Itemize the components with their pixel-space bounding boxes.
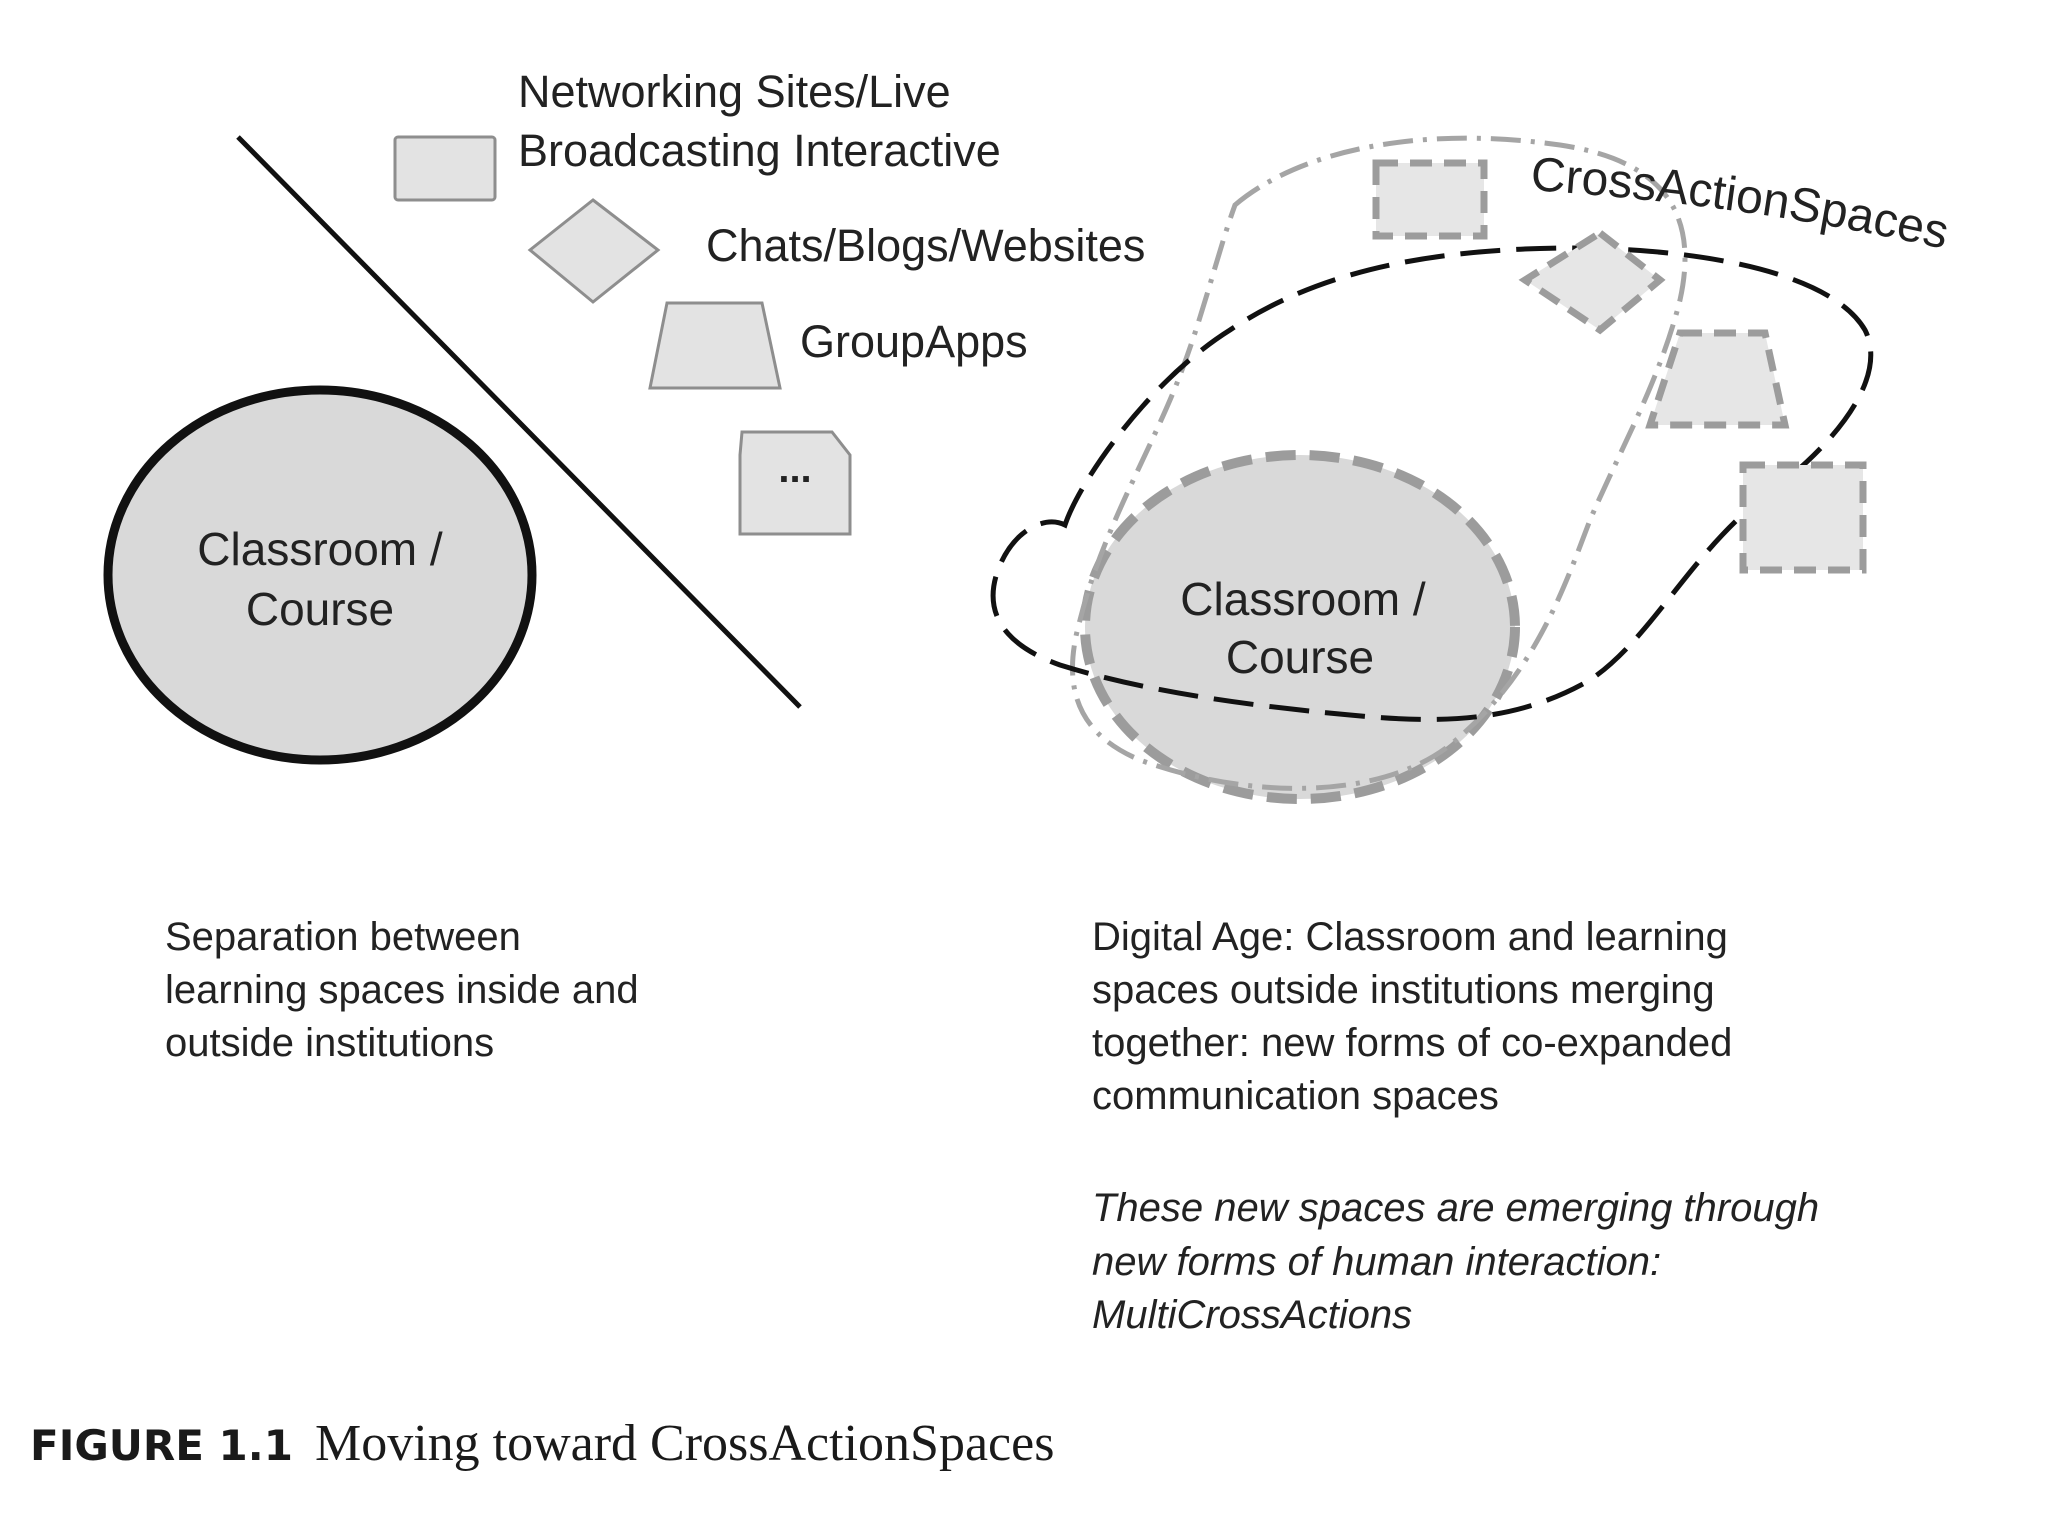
left-caption-line3: outside institutions xyxy=(165,1021,495,1065)
chats-diamond-icon xyxy=(530,200,658,302)
classroom-label-right-line1: Classroom / xyxy=(1180,573,1426,625)
more-symbol: ... xyxy=(778,447,812,491)
groupapps-label: GroupApps xyxy=(800,316,1028,367)
figure-caption-label: FIGURE 1.1 xyxy=(30,1421,293,1470)
classroom-label-left-line1: Classroom / xyxy=(197,523,443,575)
right-caption-line3: together: new forms of co-expanded xyxy=(1092,1021,1733,1065)
classroom-circle-right xyxy=(1085,455,1515,799)
right-panel xyxy=(993,138,1970,1337)
italic-note-line3: MultiCrossActions xyxy=(1092,1293,1413,1337)
right-caption-line2: spaces outside institutions merging xyxy=(1092,968,1715,1012)
crossaction-label: CrossActionSpaces xyxy=(1529,148,1954,260)
networking-label-line2: Broadcasting Interactive xyxy=(518,125,1001,176)
figure-caption-row xyxy=(30,1415,1054,1472)
classroom-circle-left xyxy=(108,390,532,760)
groupapps-trapezoid-icon xyxy=(650,303,780,388)
left-caption-line1: Separation between xyxy=(165,915,521,959)
figure-caption xyxy=(30,1415,1054,1472)
classroom-label-left-line2: Course xyxy=(245,583,395,635)
crossaction-rect-icon xyxy=(1376,163,1484,236)
left-panel xyxy=(108,66,1145,1065)
chats-label: Chats/Blogs/Websites xyxy=(706,220,1146,271)
right-caption-line1: Digital Age: Classroom and learning xyxy=(1092,915,1728,959)
italic-note-line2: new forms of human interaction: xyxy=(1092,1240,1662,1284)
crossaction-more-icon xyxy=(1743,465,1863,570)
crossaction-trapezoid-icon xyxy=(1650,333,1785,425)
left-caption-line2: learning spaces inside and xyxy=(165,968,639,1012)
right-caption-line4: communication spaces xyxy=(1092,1074,1499,1118)
italic-note-line1: These new spaces are emerging through xyxy=(1092,1186,1820,1230)
networking-rect-icon xyxy=(395,137,495,200)
figure-caption-text: Moving toward CrossActionSpaces xyxy=(314,1415,1055,1472)
networking-label-line1: Networking Sites/Live xyxy=(518,66,951,117)
classroom-label-right-line2: Course xyxy=(1225,631,1375,683)
